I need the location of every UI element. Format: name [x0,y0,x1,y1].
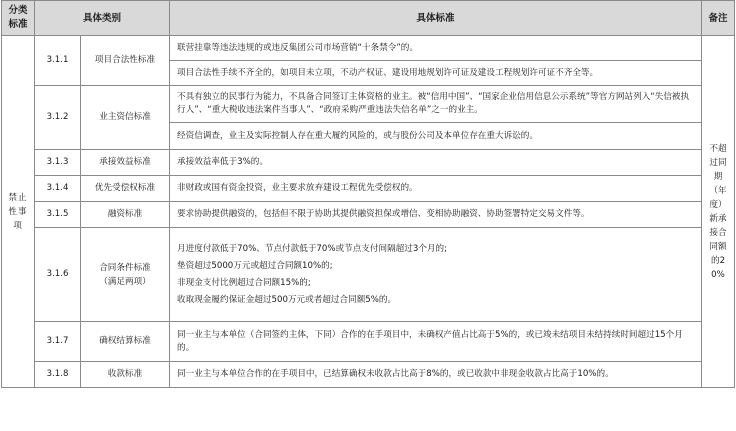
row-code: 3.1.8 [35,362,81,388]
header-note: 备注 [702,1,735,36]
standard-cell: 同一业主与本单位（合同签约主体，下同）合作的在手项目中，未确权产值占比高于5%的，或已竣未结项目未结持续时间超过15个月的。 [170,322,702,362]
row-type: 融资标准 [81,202,170,228]
standard-cell: 联营挂靠等违法违规的或违反集团公司市场营销“十条禁令”的。 [170,36,702,61]
table-row [2,36,735,61]
row-code: 3.1.6 [35,228,81,322]
standard-cell: 项目合法性手续不齐全的，如项目未立项，不动产权证、建设用地规划许可证及建设工程规划许可证不齐全等。 [170,61,702,86]
table-row [2,150,735,176]
header-type: 具体类别 [35,1,170,36]
standard-line: 非现金支付比例超过合同额15%的; [177,277,311,288]
row-type: 收款标准 [81,362,170,388]
row-type: 项目合法性标准 [81,36,170,86]
standard-line: 垫资超过5000万元或超过合同额10%的; [177,260,333,271]
header-category: 分类标准 [2,1,35,36]
standard-cell: 经资信调查，业主及实际控制人存在重大履约风险的，或与股份公司及本单位存在重大诉讼的。 [170,123,702,150]
table-row [2,86,735,123]
row-type: 承接效益标准 [81,150,170,176]
header-row [2,1,735,36]
row-type: 确权结算标准 [81,322,170,362]
standard-cell: 不具有独立的民事行为能力，不具备合同签订主体资格的业主。被“信用中国”、“国家企业信用信息公示系统”等官方网站列入“失信被执行人”、“重大税收违法案件当事人”、“政府采购严重违法失信名单”之一的业主。 [170,86,702,123]
standard-cell: 非财政或国有资金投资，业主要求放弃建设工程优先受偿权的。 [170,176,702,202]
row-type: 业主资信标准 [81,86,170,150]
header-standard: 具体标准 [170,1,702,36]
table-row [2,322,735,362]
risk-standards-table [1,0,735,388]
note-cell: 不超过同期（年度）新承接合同额的20% [702,36,735,388]
row-code: 3.1.1 [35,36,81,86]
table-row [2,228,735,322]
row-type: 优先受偿权标准 [81,176,170,202]
standard-cell: 要求协助提供融资的，包括但不限于协助其提供融资担保或增信、变相协助融资、协助签署特定交易文件等。 [170,202,702,228]
table-row [2,176,735,202]
table-row [2,202,735,228]
standard-cell [170,228,702,322]
category-cell: 禁止性事项 [2,36,35,388]
table-row [2,362,735,388]
standard-cell: 同一业主与本单位合作的在手项目中，已结算确权未收款占比高于8%的，或已收款中非现金收款占比高于10%的。 [170,362,702,388]
row-code: 3.1.2 [35,86,81,150]
row-type: 合同条件标准（满足两项） [81,228,170,322]
row-code: 3.1.3 [35,150,81,176]
standard-cell: 承接效益率低于3%的。 [170,150,702,176]
row-code: 3.1.7 [35,322,81,362]
standard-line: 收取现金履约保证金超过500万元或者超过合同额5%的。 [177,294,397,305]
row-code: 3.1.4 [35,176,81,202]
row-code: 3.1.5 [35,202,81,228]
standard-line: 月进度付款低于70%、节点付款低于70%或节点支付间隔超过3个月的; [177,243,448,254]
